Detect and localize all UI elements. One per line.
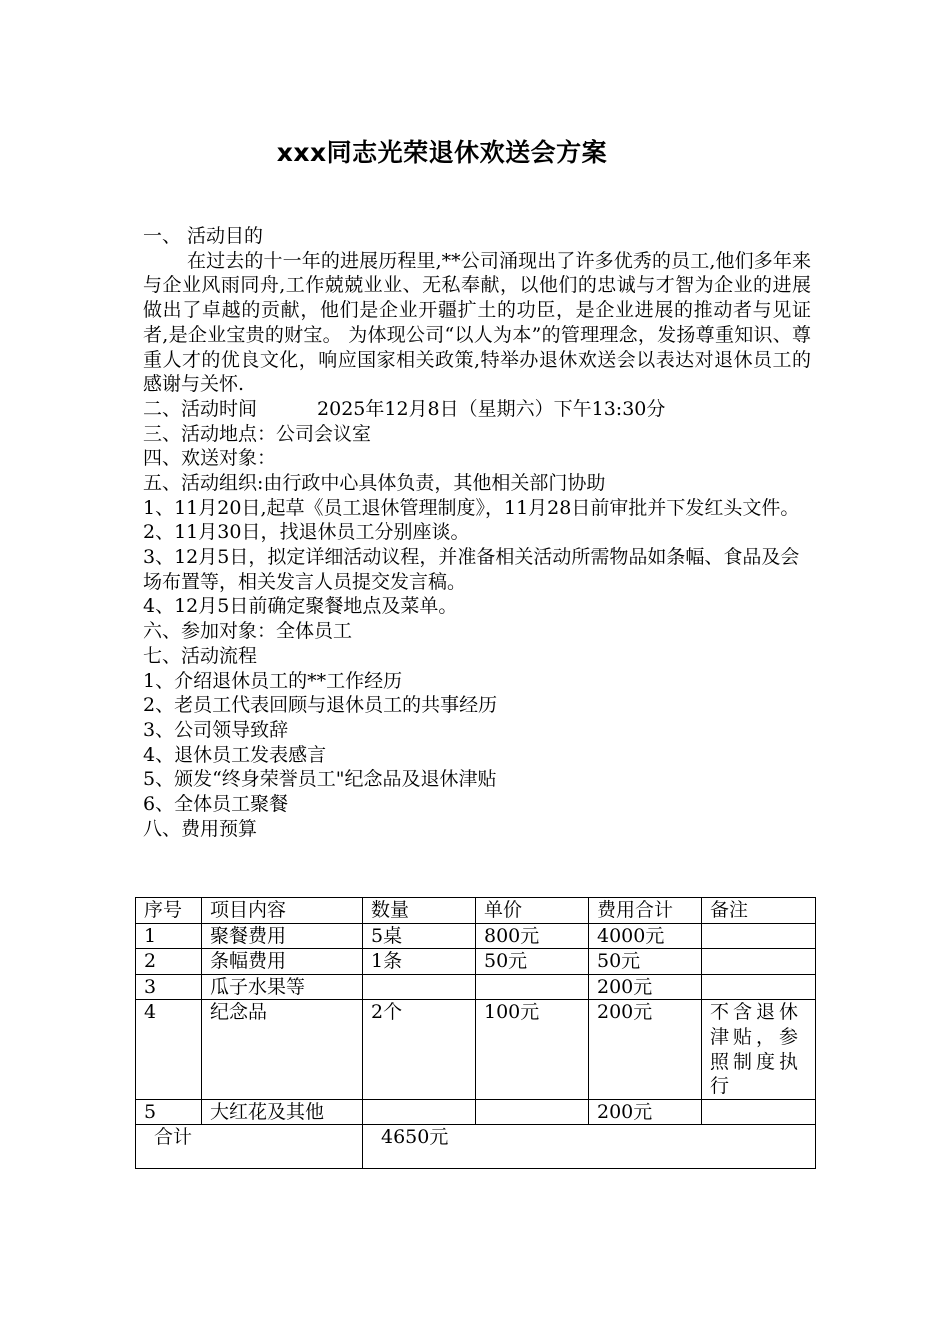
time-value: 2025年12月8日（星期六）下午13:30分 [317, 397, 666, 420]
budget-table [135, 897, 816, 1169]
flow-item: 2、老员工代表回顾与退休员工的共事经历 [143, 694, 498, 717]
org-item: 4、12月5日前确定聚餐地点及菜单。 [143, 595, 458, 618]
table-row [136, 1099, 816, 1125]
section-flow: 七、活动流程 [143, 644, 258, 667]
section-time [143, 397, 811, 422]
table-cell [702, 974, 816, 1000]
table-cell: 800元 [476, 923, 589, 949]
table-cell: 1条 [363, 949, 476, 975]
table-cell: 50元 [476, 949, 589, 975]
table-cell: 2个 [363, 1000, 476, 1099]
table-cell [702, 1099, 816, 1125]
table-cell: 100元 [476, 1000, 589, 1099]
table-cell: 5桌 [363, 923, 476, 949]
table-cell: 2 [136, 949, 202, 975]
flow-item: 5、颁发“终身荣誉员工"纪念品及退休津贴 [143, 768, 497, 791]
flow-item: 1、介绍退休员工的**工作经历 [143, 669, 403, 692]
table-cell: 大红花及其他 [202, 1099, 363, 1125]
section-participants: 六、参加对象：全体员工 [143, 620, 353, 643]
header-cell: 序号 [136, 898, 202, 924]
table-cell: 50元 [589, 949, 702, 975]
flow-item: 4、退休员工发表感言 [143, 743, 327, 766]
header-cell: 项目内容 [202, 898, 363, 924]
table-cell [702, 949, 816, 975]
total-label: 合计 [136, 1125, 363, 1169]
table-row [136, 923, 816, 949]
section-location: 三、活动地点：公司会议室 [143, 422, 372, 445]
table-cell [476, 974, 589, 1000]
table-cell [476, 1099, 589, 1125]
purpose-paragraph: 在过去的十一年的进展历程里,**公司涌现出了许多优秀的员工,他们多年来与企业风雨同舟,工作兢兢业业、无私奉献，以他们的忠诚与才智为企业的进展做出了卓越的贡献，他们是企业开疆扩土的功臣，是企业进展的推动者与见证者,是企业宝贵的财宝。 为体现公司“以人为本”的管理理念，发扬尊重知识、尊重人才的优良文化，响应国家相关政策,特举办退休欢送会以表达对退休员工的感谢与关怀. [143, 249, 811, 396]
table-cell: 200元 [589, 1099, 702, 1125]
document-body [143, 224, 811, 841]
table-cell: 4 [136, 1000, 202, 1099]
org-item: 3、12月5日，拟定详细活动议程，并准备相关活动所需物品如条幅、食品及会场布置等，相关发言人员提交发言稿。 [143, 546, 800, 593]
section-honoree: 四、欢送对象： [143, 447, 277, 470]
table-total-row [136, 1125, 816, 1169]
table-cell: 聚餐费用 [202, 923, 363, 949]
table-row [136, 949, 816, 975]
table-cell: 4000元 [589, 923, 702, 949]
table-cell: 200元 [589, 1000, 702, 1099]
table-cell: 1 [136, 923, 202, 949]
header-cell: 数量 [363, 898, 476, 924]
table-cell [702, 923, 816, 949]
header-cell: 费用合计 [589, 898, 702, 924]
header-cell: 备注 [702, 898, 816, 924]
total-value: 4650元 [363, 1125, 816, 1169]
remark-cell: 不含退休津贴，参照制度执行 [702, 1000, 816, 1099]
table-header-row [136, 898, 816, 924]
table-row [136, 1000, 816, 1099]
table-row [136, 974, 816, 1000]
table-cell: 条幅费用 [202, 949, 363, 975]
org-item: 1、11月20日,起草《员工退休管理制度》，11月28日前审批并下发红头文件。 [143, 496, 800, 519]
header-cell: 单价 [476, 898, 589, 924]
flow-item: 6、全体员工聚餐 [143, 792, 289, 815]
table-cell: 5 [136, 1099, 202, 1125]
section-budget: 八、费用预算 [143, 817, 258, 840]
table-cell: 3 [136, 974, 202, 1000]
document-title: xxx同志光荣退休欢送会方案 [276, 138, 608, 167]
flow-item: 3、公司领导致辞 [143, 718, 289, 741]
section-organization: 五、活动组织:由行政中心具体负责，其他相关部门协助 [143, 471, 606, 494]
table-cell [363, 1099, 476, 1125]
time-label: 二、活动时间 [143, 397, 258, 420]
table-cell: 200元 [589, 974, 702, 1000]
table-cell: 瓜子水果等 [202, 974, 363, 1000]
table-cell [363, 974, 476, 1000]
section-heading-purpose: 一、 活动目的 [143, 225, 264, 247]
table-cell: 纪念品 [202, 1000, 363, 1099]
org-item: 2、11月30日，找退休员工分别座谈。 [143, 521, 470, 544]
